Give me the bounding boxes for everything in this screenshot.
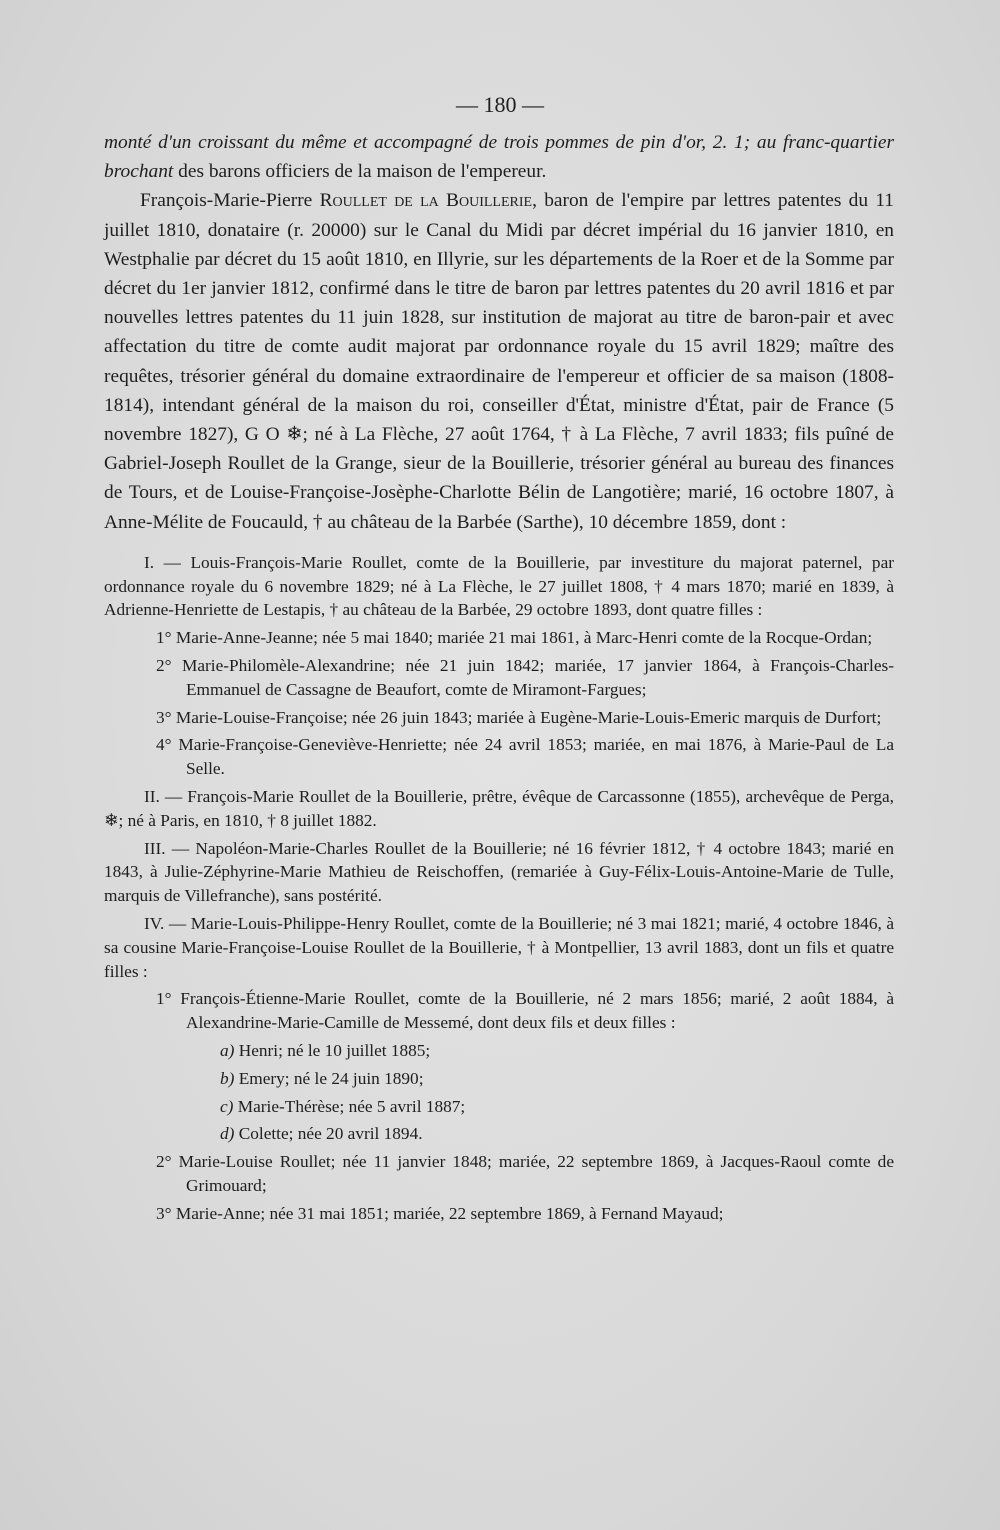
- entry-first-name: François-Marie-Pierre: [140, 190, 320, 212]
- main-entry: [104, 128, 894, 537]
- item-label: a): [220, 1040, 235, 1060]
- great-grandchild-entry: [104, 1095, 894, 1119]
- great-grandchild-entry: [104, 1039, 894, 1063]
- item-text: Marie-Thérèse; née 5 avril 1887;: [233, 1096, 466, 1116]
- grandchild-entry: 3° Marie-Anne; née 31 mai 1851; mariée, 22 septembre 1869, à Fernand Mayaud;: [156, 1203, 724, 1223]
- heraldic-continuation: [104, 128, 894, 186]
- page-number: — 180 —: [456, 92, 544, 117]
- entry-text: , baron de l'empire par lettres patentes du 11 juillet 1810, donataire (r. 20000) sur le Canal du Midi par décret impérial du 16 janvier 1810, en Westphalie par décret du 15 août 1810, en Illyrie, sur les départements de la Roer et de la Somme par décret du 1er janvier 1812, confirmé dans le titre de baron par lettres patentes du 20 avril 1816 et par nouvelles lettres patentes du 11 juin 1828, sur institution de majorat au titre de baron-pair et avec affectation du titre de comte audit majorat par ordonnance royale du 15 avril 1829; maître des requêtes, trésorier général du domaine extraordinaire de l'empereur et officier de sa maison (1808-1814), intendant général de la maison du roi, conseiller d'État, ministre d'État, pair de France (5 novembre 1827), G O ❄; né à La Flèche, 27 août 1764, † à La Flèche, 7 avril 1833; fils puîné de Gabriel-Joseph Roullet de la Grange, sieur de la Bouillerie, trésorier général au bureau des finances de Tours, et de Louise-Françoise-Josèphe-Charlotte Bélin de Langotière; marié, 16 octobre 1807, à Anne-Mélite de Foucauld, † au château de la Barbée (Sarthe), 10 décembre 1859, dont :: [104, 190, 894, 533]
- item-text: Henri; né le 10 juillet 1885;: [234, 1040, 431, 1060]
- item-text: Colette; née 20 avril 1894.: [234, 1124, 423, 1144]
- item-text: Emery; né le 24 juin 1890;: [234, 1068, 424, 1088]
- child-entry-4: IV. — Marie-Louis-Philippe-Henry Roullet, comte de la Bouillerie; né 3 mai 1821; marié, 4 octobre 1846, à sa cousine Marie-Françoise-Louise Roullet de la Bouillerie, † à Montpellier, 13 avril 1883, dont un fils et quatre filles :: [104, 914, 894, 981]
- item-label: d): [220, 1124, 235, 1144]
- child-entry-1: I. — Louis-François-Marie Roullet, comte de la Bouillerie, par investiture du majorat paternel, par ordonnance royale du 6 novembre 1829; né à La Flèche, le 27 juillet 1808, † 4 mars 1870; marié en 1839, à Adrienne-Henriette de Lestapis, † au château de la Barbée, 29 octobre 1893, dont quatre filles :: [104, 552, 894, 620]
- child-entry-2: II. — François-Marie Roullet de la Bouillerie, prêtre, évêque de Carcassonne (1855), archevêque de Perga, ❄; né à Paris, en 1810, † 8 juillet 1882.: [104, 787, 894, 830]
- grandchild-entry: 2° Marie-Philomèle-Alexandrine; née 21 juin 1842; mariée, 17 janvier 1864, à François-Charles-Emmanuel de Cassagne de Beaufort, comte de Miramont-Fargues;: [156, 656, 894, 699]
- item-label: b): [220, 1068, 235, 1088]
- blazon-tail: des barons officiers de la maison de l'empereur.: [173, 161, 547, 183]
- entry-paragraph: [104, 186, 894, 536]
- grandchild-entry: 1° Marie-Anne-Jeanne; née 5 mai 1840; mariée 21 mai 1861, à Marc-Henri comte de la Rocque-Ordan;: [156, 628, 873, 648]
- child-entry-3: III. — Napoléon-Marie-Charles Roullet de la Bouillerie; né 16 février 1812, † 4 octobre 1843; marié en 1843, à Julie-Zéphyrine-Marie Mathieu de Reischoffen, (remariée à Guy-Félix-Louis-Antoine-Marie de Tulle, marquis de Villefranche), sans postérité.: [104, 838, 894, 906]
- document-body: [104, 128, 894, 1230]
- grandchild-entry: 3° Marie-Louise-Françoise; née 26 juin 1843; mariée à Eugène-Marie-Louis-Emeric marquis de Durfort;: [156, 707, 882, 727]
- children-list: [104, 551, 894, 1226]
- grandchild-entry: 4° Marie-Françoise-Geneviève-Henriette; née 24 avril 1853; mariée, en mai 1876, à Marie-Paul de La Selle.: [156, 735, 894, 779]
- grandchild-entry: 2° Marie-Louise Roullet; née 11 janvier 1848; mariée, 22 septembre 1869, à Jacques-Raoul comte de Grimouard;: [156, 1152, 894, 1195]
- great-grandchild-entry: [104, 1122, 894, 1146]
- item-label: c): [220, 1096, 234, 1116]
- grandchild-entry: 1° François-Étienne-Marie Roullet, comte de la Bouillerie, né 2 mars 1856; marié, 2 août 1884, à Alexandrine-Marie-Camille de Messemé, dont deux fils et deux filles :: [156, 989, 894, 1033]
- great-grandchild-entry: [104, 1067, 894, 1091]
- entry-surname: Roullet de la Bouillerie: [319, 190, 533, 212]
- blazon-text: monté d'un croissant du même et accompagné de trois pommes de pin d'or, 2. 1; au franc-quartier brochant: [104, 132, 894, 183]
